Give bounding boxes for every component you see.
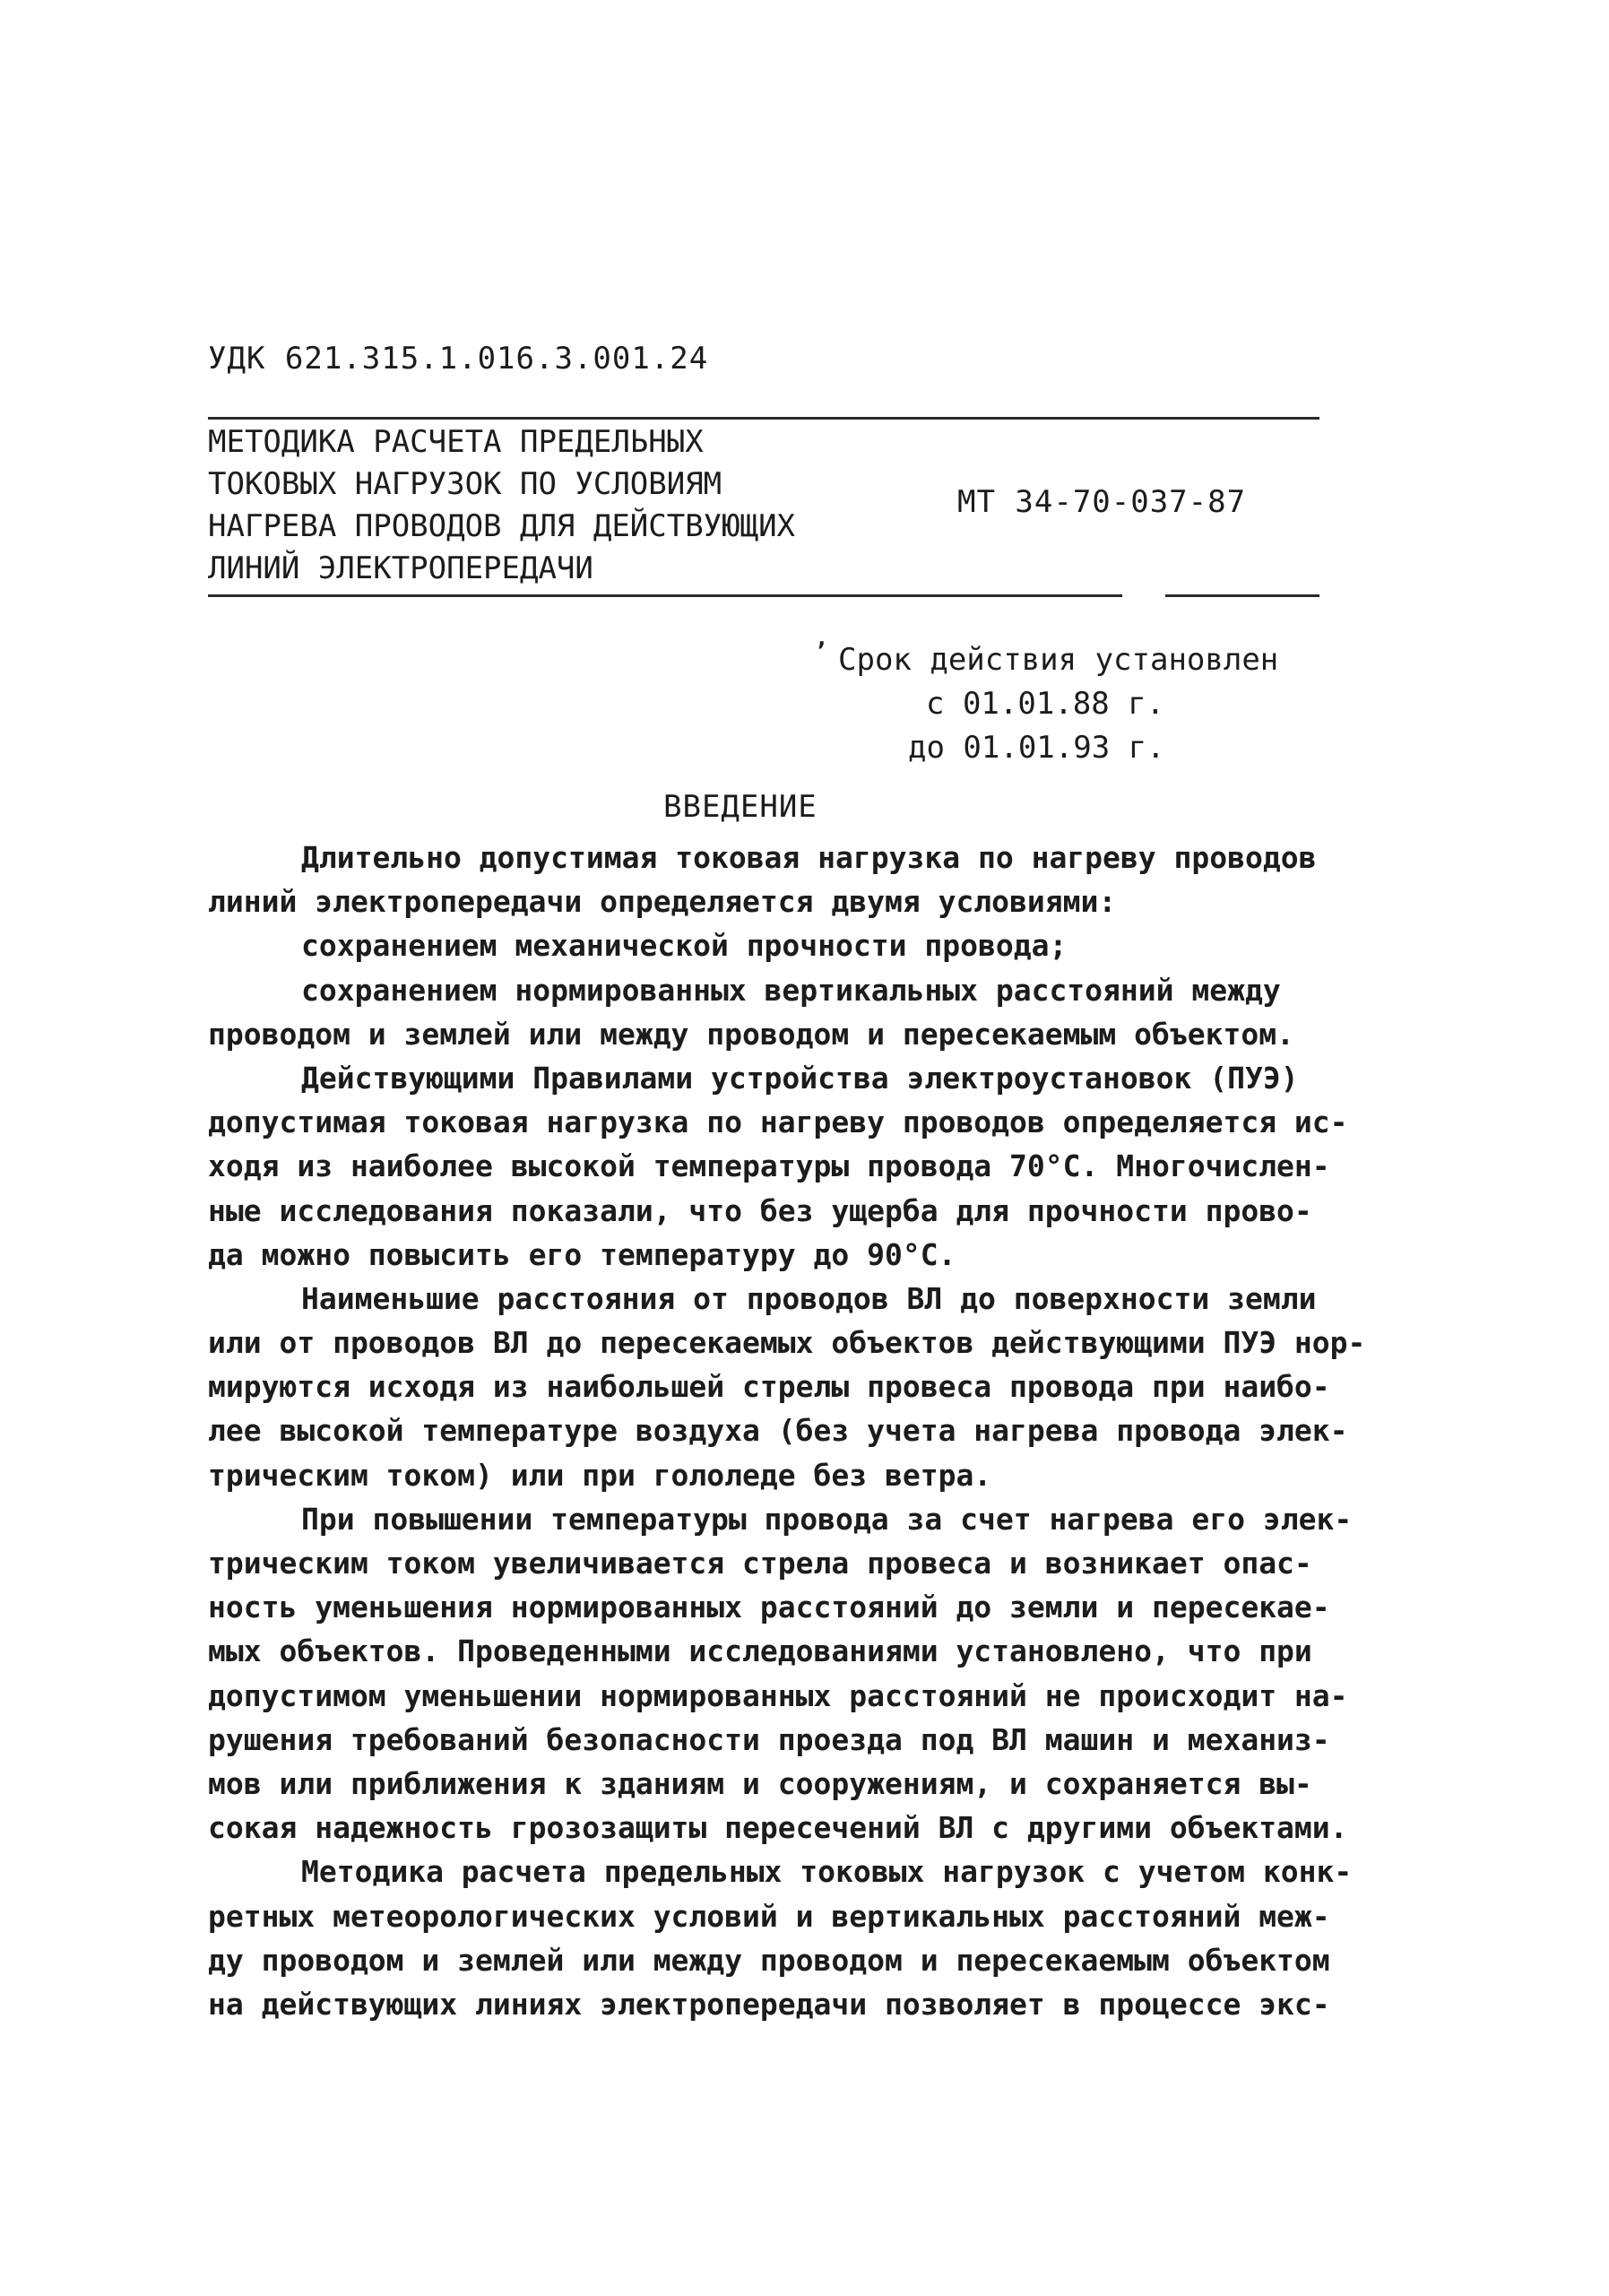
text-line: ходя из наиболее высокой температуры провода 70°С. Многочислен-	[208, 1148, 1330, 1184]
validity-line: с 01.01.88 г.	[926, 686, 1165, 722]
validity-block	[811, 638, 1313, 770]
validity-line: до 01.01.93 г.	[908, 730, 1165, 766]
header-rule-top	[208, 417, 1319, 420]
text-line: проводом и землей или между проводом и пересекаемым объектом.	[208, 1016, 1294, 1052]
text-line: да можно повысить его температуру до 90°С.	[208, 1236, 956, 1272]
text-line: При повышении температуры провода за счет нагрева его элек-	[301, 1501, 1353, 1537]
document-code: МТ 34-70-037-87	[957, 484, 1247, 520]
text-line: сокая надежность грозозащиты пересечений ВЛ с другими объектами.	[208, 1810, 1348, 1846]
text-line: лее высокой температуре воздуха (без учета нагрева провода элек-	[208, 1413, 1348, 1449]
title-line: ЛИНИЙ ЭЛЕКТРОПЕРЕДАЧИ	[208, 550, 593, 586]
text-line: линий электропередачи определяется двумя условиями:	[208, 884, 1117, 920]
title-line: ТОКОВЫХ НАГРУЗОК ПО УСЛОВИЯМ	[208, 466, 722, 502]
udk-code: УДК 621.315.1.016.3.001.24	[208, 341, 709, 377]
text-line: ность уменьшения нормированных расстояний до земли и пересекае-	[208, 1590, 1330, 1625]
text-line: ретных метеорологических условий и вертикальных расстояний меж-	[208, 1898, 1330, 1934]
title-line: МЕТОДИКА РАСЧЕТА ПРЕДЕЛЬНЫХ	[208, 424, 704, 460]
text-line: мов или приближения к зданиям и сооружениям, и сохраняется вы-	[208, 1765, 1312, 1801]
text-line: допустимая токовая нагрузка по нагреву проводов определяется ис-	[208, 1105, 1348, 1140]
text-line: Длительно допустимая токовая нагрузка по нагреву проводов	[301, 840, 1317, 875]
text-line: рушения требований безопасности проезда под ВЛ машин и механиз-	[208, 1721, 1330, 1757]
text-line: Наименьшие расстояния от проводов ВЛ до поверхности земли	[301, 1280, 1317, 1316]
header-rule-bottom-right	[1165, 594, 1319, 597]
text-line: или от проводов ВЛ до пересекаемых объектов действующими ПУЭ нор-	[208, 1325, 1366, 1361]
text-line: ду проводом и землей или между проводом и пересекаемым объектом	[208, 1942, 1330, 1978]
text-line: Действующими Правилами устройства электроустановок (ПУЭ)	[301, 1060, 1299, 1096]
text-line: мых объектов. Проведенными исследованиями установлено, что при	[208, 1633, 1312, 1669]
text-line: мируются исходя из наибольшей стрелы провеса провода при наибо-	[208, 1369, 1330, 1405]
tick-mark-icon: ʼ	[814, 638, 828, 665]
text-line: сохранением нормированных вертикальных расстояний между	[301, 972, 1281, 1008]
validity-line: Срок действия установлен	[838, 642, 1279, 678]
header-rule-bottom	[208, 594, 1122, 597]
text-line: допустимом уменьшении нормированных расстояний не происходит на-	[208, 1677, 1348, 1713]
body-text	[208, 836, 1366, 2026]
text-line: ные исследования показали, что без ущерба для прочности прово-	[208, 1192, 1312, 1228]
document-title	[208, 421, 979, 590]
text-line: сохранением механической прочности провода;	[301, 928, 1068, 964]
text-line: на действующих линиях электропередачи позволяет в процессе экс-	[208, 1986, 1330, 2022]
text-line: Методика расчета предельных токовых нагрузок с учетом конк-	[301, 1854, 1353, 1890]
title-line: НАГРЕВА ПРОВОДОВ ДЛЯ ДЕЙСТВУЮЩИХ	[208, 508, 796, 544]
text-line: трическим током увеличивается стрела провеса и возникает опас-	[208, 1546, 1312, 1581]
text-line: трическим током) или при гололеде без ветра.	[208, 1457, 992, 1493]
section-heading: ВВЕДЕНИЕ	[663, 789, 817, 825]
